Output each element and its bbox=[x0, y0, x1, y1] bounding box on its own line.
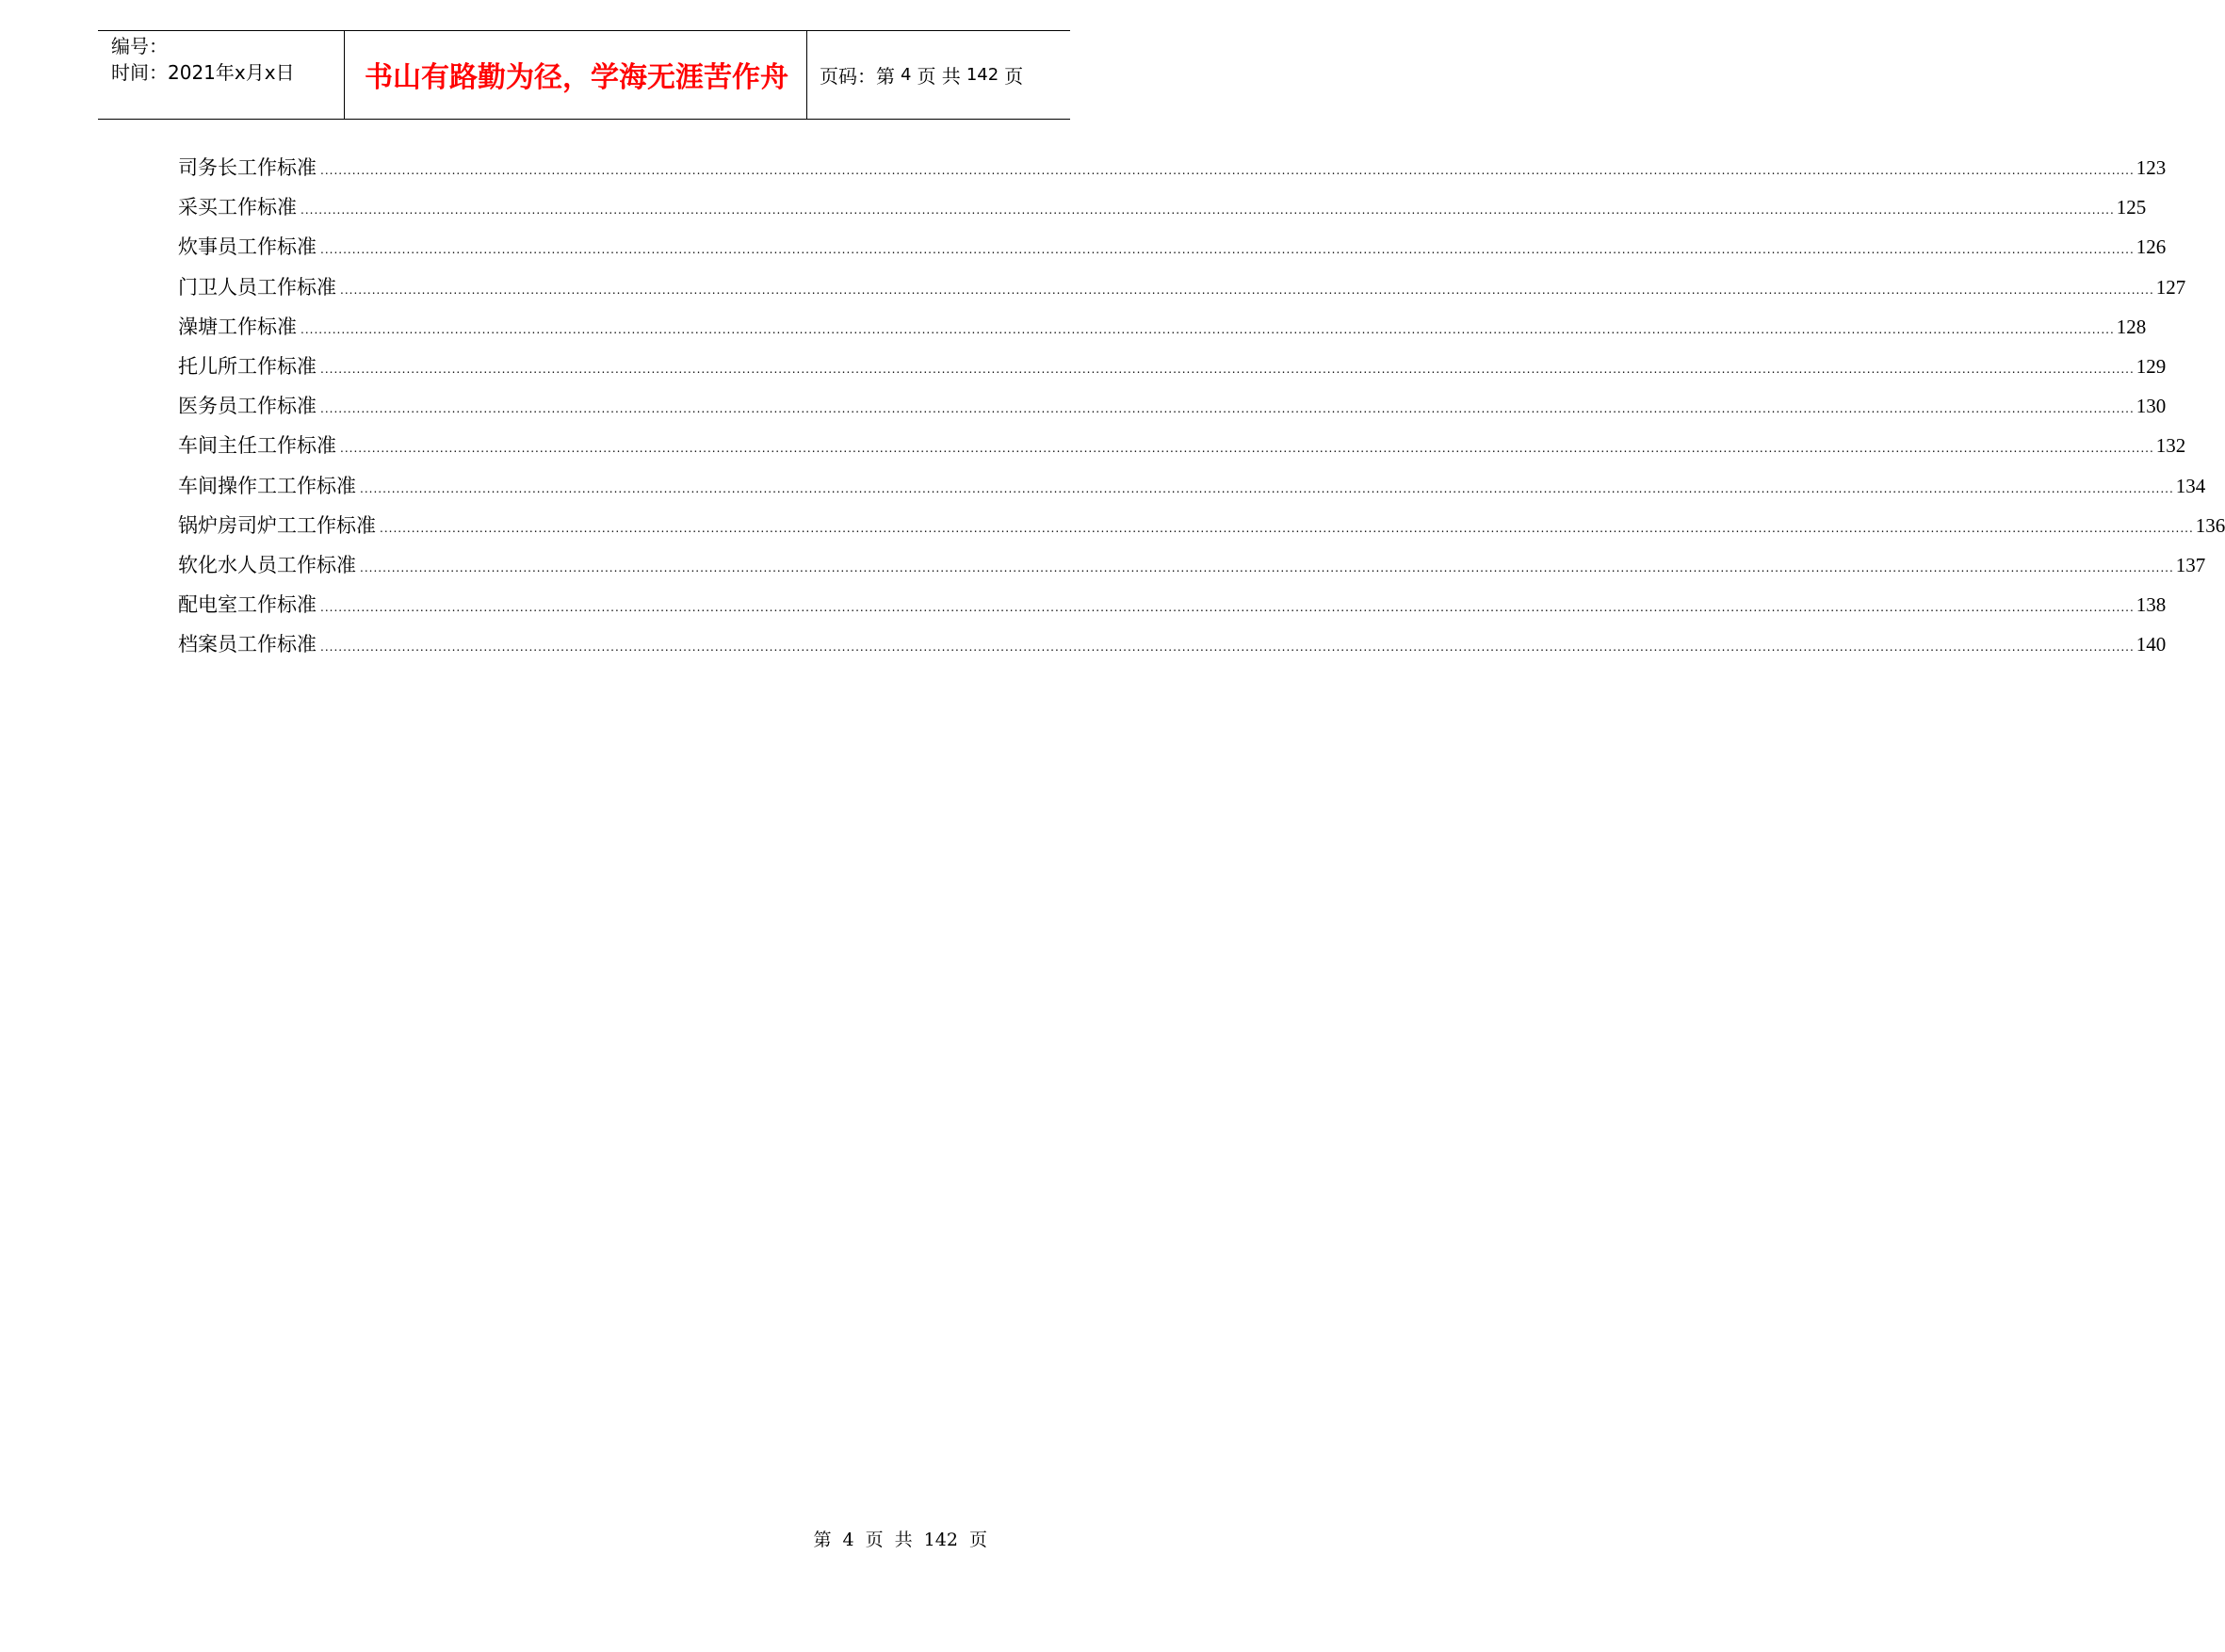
time-label: 时间：2021年x月x日 bbox=[111, 61, 295, 84]
header-meta bbox=[111, 33, 295, 86]
toc-dot-leader: ................................................................................................................................................................................................................................................................................................................................................................................................................ bbox=[320, 640, 2135, 655]
toc-entry-page-number: 136 bbox=[2195, 513, 2225, 537]
page-header bbox=[98, 30, 1070, 120]
toc-dot-leader: ................................................................................................................................................................................................................................................................................................................................................................................................................ bbox=[360, 481, 2174, 495]
page-mid: 页 共 bbox=[917, 64, 961, 88]
toc-entry[interactable] bbox=[178, 426, 2186, 465]
toc-entry[interactable] bbox=[178, 227, 2167, 267]
toc-dot-leader: ................................................................................................................................................................................................................................................................................................................................................................................................................ bbox=[320, 362, 2135, 376]
toc-entry[interactable] bbox=[178, 347, 2167, 386]
toc-entry-title: 锅炉房司炉工工作标准 bbox=[178, 513, 376, 537]
toc-dot-leader: ................................................................................................................................................................................................................................................................................................................................................................................................................ bbox=[340, 442, 2154, 456]
toc-dot-leader: ................................................................................................................................................................................................................................................................................................................................................................................................................ bbox=[380, 521, 2194, 535]
page-suffix: 页 bbox=[1004, 64, 1024, 88]
toc-entry-title: 司务长工作标准 bbox=[178, 156, 317, 179]
page-total: 142 bbox=[966, 64, 999, 85]
toc-entry[interactable] bbox=[178, 506, 2225, 545]
table-of-contents bbox=[178, 148, 2225, 664]
toc-entry[interactable] bbox=[178, 624, 2167, 664]
toc-entry-page-number: 127 bbox=[2155, 275, 2186, 299]
toc-dot-leader: ................................................................................................................................................................................................................................................................................................................................................................................................................ bbox=[320, 164, 2135, 177]
toc-entry-title: 门卫人员工作标准 bbox=[178, 275, 336, 299]
toc-entry-page-number: 128 bbox=[2116, 315, 2147, 338]
header-divider-right bbox=[806, 31, 807, 119]
toc-entry[interactable] bbox=[178, 187, 2147, 227]
toc-dot-leader: ................................................................................................................................................................................................................................................................................................................................................................................................................ bbox=[320, 243, 2135, 257]
toc-entry[interactable] bbox=[178, 386, 2167, 426]
toc-entry-page-number: 123 bbox=[2136, 156, 2167, 179]
toc-entry-title: 档案员工作标准 bbox=[178, 633, 317, 656]
toc-entry[interactable] bbox=[178, 585, 2167, 624]
toc-entry-title: 澡塘工作标准 bbox=[178, 315, 297, 338]
header-divider-left bbox=[344, 31, 345, 119]
toc-entry[interactable] bbox=[178, 466, 2206, 506]
toc-entry-page-number: 132 bbox=[2155, 434, 2186, 458]
serial-label: 编号： bbox=[111, 35, 168, 57]
header-motto: 书山有路勤为径，学海无涯苦作舟 bbox=[365, 61, 788, 94]
toc-entry[interactable] bbox=[178, 148, 2167, 187]
toc-dot-leader: ................................................................................................................................................................................................................................................................................................................................................................................................................ bbox=[320, 601, 2135, 615]
toc-entry-title: 炊事员工作标准 bbox=[178, 235, 317, 259]
toc-entry-page-number: 126 bbox=[2136, 235, 2167, 259]
toc-entry-page-number: 138 bbox=[2136, 593, 2167, 617]
toc-entry[interactable] bbox=[178, 545, 2206, 585]
toc-entry-title: 车间主任工作标准 bbox=[178, 434, 336, 458]
toc-entry[interactable] bbox=[178, 307, 2147, 347]
toc-entry-title: 采买工作标准 bbox=[178, 196, 297, 219]
toc-entry-title: 软化水人员工作标准 bbox=[178, 553, 356, 576]
toc-dot-leader: ................................................................................................................................................................................................................................................................................................................................................................................................................ bbox=[320, 402, 2135, 416]
toc-entry-title: 托儿所工作标准 bbox=[178, 354, 317, 378]
toc-entry[interactable] bbox=[178, 267, 2186, 307]
toc-entry-page-number: 134 bbox=[2175, 474, 2206, 497]
page-current: 4 bbox=[901, 64, 912, 85]
toc-dot-leader: ................................................................................................................................................................................................................................................................................................................................................................................................................ bbox=[340, 283, 2154, 297]
toc-dot-leader: ................................................................................................................................................................................................................................................................................................................................................................................................................ bbox=[300, 322, 2115, 336]
toc-entry-page-number: 137 bbox=[2175, 553, 2206, 576]
toc-entry-page-number: 130 bbox=[2136, 395, 2167, 418]
toc-dot-leader: ................................................................................................................................................................................................................................................................................................................................................................................................................ bbox=[300, 203, 2115, 218]
toc-entry-title: 配电室工作标准 bbox=[178, 593, 317, 617]
toc-entry-page-number: 125 bbox=[2116, 196, 2147, 219]
toc-entry-page-number: 129 bbox=[2136, 354, 2167, 378]
toc-entry-page-number: 140 bbox=[2136, 633, 2167, 656]
toc-entry-title: 车间操作工工作标准 bbox=[178, 474, 356, 497]
toc-entry-title: 医务员工作标准 bbox=[178, 395, 317, 418]
page-prefix: 页码：第 bbox=[820, 64, 895, 88]
toc-dot-leader: ................................................................................................................................................................................................................................................................................................................................................................................................................ bbox=[360, 560, 2174, 575]
page-footer: 第 4 页 共 142 页 bbox=[813, 1530, 987, 1550]
header-page-info bbox=[820, 31, 1023, 118]
